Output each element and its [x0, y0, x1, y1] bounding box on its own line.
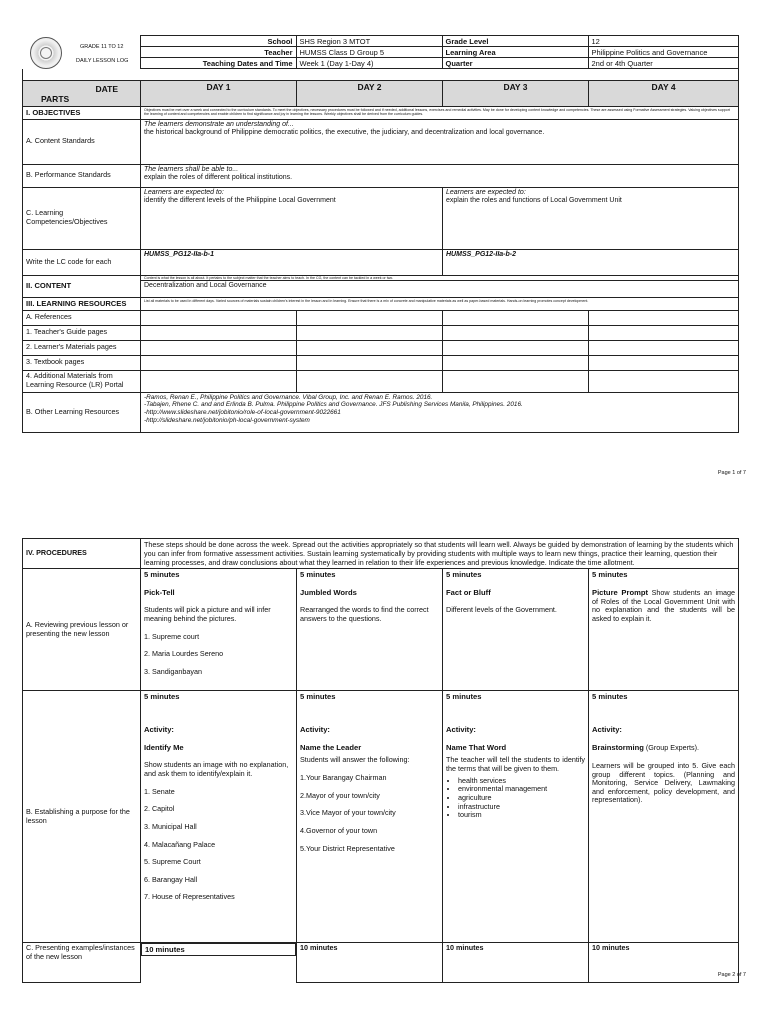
list-item: 1. Senate: [144, 786, 175, 796]
activity-title: Jumbled Words: [300, 588, 357, 598]
list-item: • agriculture: [458, 794, 585, 803]
time-allotment: 10 minutes: [589, 943, 739, 983]
activity-text: Different levels of the Government.: [446, 605, 557, 615]
time-allotment: 5 minutes: [592, 692, 628, 701]
teacher-label: Teacher: [140, 47, 296, 58]
lc-code-label: Write the LC code for each: [23, 249, 141, 275]
resources-note: List all materials to be used in different days. Varied sources of materials sustain children's interest in the lesson and in learning. Ensure that there is a mix of concrete and manipulative materials as well as paper-based materials. Hands-on learning promotes concept development.: [141, 297, 739, 310]
procedures-table: [22, 538, 739, 983]
list-item: 3.Vice Mayor of your town/city: [300, 808, 396, 818]
quarter-value: 2nd or 4th Quarter: [588, 58, 738, 69]
learning-area-value: Philippine Politics and Governance: [588, 47, 738, 58]
school-label: School: [140, 36, 296, 47]
terms-list: [446, 777, 585, 820]
page-1-number: Page 1 of 7: [717, 470, 746, 476]
activity-title: Fact or Bluff: [446, 588, 491, 598]
competencies-text-2: explain the roles and functions of Local Government Unit: [446, 196, 622, 204]
other-resource-item: -http://www.slideshare.net/jobitonio/role-of-local-government-9022661: [144, 408, 341, 416]
activity-text: Show students an image of Roles of the Local Government Unit with no explanation and the students will be asked to explain it.: [592, 588, 736, 624]
header-table: [22, 35, 739, 69]
page-1: [22, 35, 738, 433]
other-resource-item: -Tabajen, Rhene C. and and Erlinda B. Pulma. Philippine Politics and Governance. JFS Publishing Services Manila, Philippines. 2016.: [144, 401, 523, 409]
other-resource-item: -Ramos, Renan E., Philippine Politics and Governance. Vibal Group, Inc. and Renan E. Ramos. 2016.: [144, 393, 433, 401]
list-item: • environmental management: [458, 785, 585, 794]
school-value: SHS Region 3 MTOT: [296, 36, 442, 47]
quarter-label: Quarter: [442, 58, 588, 69]
day2-header: DAY 2: [297, 80, 443, 106]
teacher-value: HUMSS Class D Group 5: [296, 47, 442, 58]
time-allotment: 5 minutes: [300, 570, 336, 579]
activity-title: Identify Me: [144, 743, 184, 753]
content-standards-lead: The learners demonstrate an understanding of...: [144, 120, 294, 128]
activity-heading: Activity:: [446, 725, 476, 735]
time-allotment: 10 minutes: [443, 943, 589, 983]
teachers-guide-label: 1. Teacher's Guide pages: [23, 325, 141, 340]
competencies-lead-2: Learners are expected to:: [446, 188, 526, 196]
list-item: 2. Capitol: [144, 804, 175, 814]
list-item: • infrastructure: [458, 803, 585, 812]
lc-code-2: HUMSS_PG12-IIa-b-2: [443, 249, 739, 275]
procedures-label: IV. PROCEDURES: [23, 539, 141, 569]
competencies-label: C. Learning Competencies/Objectives: [23, 187, 141, 249]
list-item: 5. Supreme Court: [144, 857, 201, 867]
time-allotment: 5 minutes: [300, 692, 336, 701]
list-item: • tourism: [458, 811, 585, 820]
date-header: DATE: [95, 83, 118, 94]
activity-title: Pick-Tell: [144, 588, 175, 598]
page-2: [22, 538, 738, 983]
day1-header: DAY 1: [141, 80, 297, 106]
activity-heading: Activity:: [300, 725, 330, 735]
day4-header: DAY 4: [589, 80, 739, 106]
parts-header: PARTS: [41, 94, 70, 105]
list-item: 1.Your Barangay Chairman: [300, 772, 387, 782]
objectives-note: Objectives must be met over a week and connected to the curriculum standards. To meet the objectives, necessary procedures must be followed and if needed, additional lessons, exercises and remedial activities. May be done for developing content knowledge and competencies. These are assessed using Formative Assessment strategies. Valuing objectives support the learning of content and competencies and enable children to find significance and joy in learning the lessons. Weekly objectives shall be derived from the curriculum guides.: [141, 106, 739, 119]
activity-title: Name That Word: [446, 743, 507, 753]
activity-title: Brainstorming: [592, 743, 644, 753]
list-item: 4.Governor of your town: [300, 825, 378, 835]
list-item: 2.Mayor of your town/city: [300, 790, 380, 800]
performance-label: B. Performance Standards: [23, 164, 141, 187]
dates-label: Teaching Dates and Time: [140, 58, 296, 69]
procedures-note: These steps should be done across the week. Spread out the activities appropriately so that students will learn well. Always be guided by demonstration of learning by the students which you can infer from formative assessment activities. Sustain learning systematically by providing students with multiple ways to learn new things, practice their learning, question their learning processes, and draw conclusions about what they learned in relation to their life experiences and previous knowledge. Indicate the time allotment.: [141, 539, 739, 569]
lesson-log-table: [22, 69, 739, 433]
learners-materials-label: 2. Learner's Materials pages: [23, 340, 141, 355]
competencies-lead-1: Learners are expected to:: [144, 188, 224, 196]
other-resource-item: -http://slideshare.net/jobitonio/ph-local-government-system: [144, 416, 310, 424]
dates-value: Week 1 (Day 1-Day 4): [296, 58, 442, 69]
learning-area-label: Learning Area: [442, 47, 588, 58]
list-item: • health services: [458, 777, 585, 786]
grade-level-label: Grade Level: [442, 36, 588, 47]
time-allotment: 5 minutes: [144, 692, 180, 701]
activity-title-suffix: (Group Experts).: [645, 743, 700, 753]
activity-text: The teacher will tell the students to identify the terms that will be given to them.: [446, 755, 585, 773]
activity-text: Students will answer the following:: [300, 755, 410, 765]
proc-b-label: B. Establishing a purpose for the lesson: [23, 691, 141, 943]
time-allotment: 5 minutes: [446, 570, 482, 579]
activity-heading: Activity:: [592, 725, 622, 735]
other-resources-label: B. Other Learning Resources: [23, 392, 141, 432]
references-label: A. References: [23, 310, 141, 325]
time-allotment: 10 minutes: [141, 943, 296, 956]
resources-label: III. LEARNING RESOURCES: [23, 297, 141, 310]
content-note: Content is what the lesson is all about. It pertains to the subject matter that the teacher aims to teach. In the CG, the content can be tackled in a week or two.: [141, 276, 738, 281]
proc-a-label: A. Reviewing previous lesson or presenting the new lesson: [23, 569, 141, 691]
activity-text: Show students an image with no explanation, and ask them to identify/explain it.: [144, 760, 289, 778]
list-item: 1. Supreme court: [144, 631, 200, 641]
textbook-pages-label: 3. Textbook pages: [23, 355, 141, 370]
lc-code-1: HUMSS_PG12-IIa-b-1: [141, 249, 443, 275]
competencies-text-1: identify the different levels of the Philippine Local Government: [144, 196, 336, 204]
activity-title: Name the Leader: [300, 743, 362, 753]
time-allotment: 5 minutes: [144, 570, 180, 579]
content-label: II. CONTENT: [23, 275, 141, 297]
list-item: 6. Barangay Hall: [144, 874, 198, 884]
objectives-label: I. OBJECTIVES: [23, 106, 141, 119]
activity-text: Learners will be grouped into 5. Give each group different topics. (Planning and Monitoring, Service Delivery, Lawmaking and enforcement, policy development, and representation).: [592, 760, 736, 805]
time-allotment: 5 minutes: [446, 692, 482, 701]
content-text: Decentralization and Local Governance: [144, 281, 267, 289]
log-line: DAILY LESSON LOG: [76, 58, 129, 64]
list-item: 3. Municipal Hall: [144, 821, 197, 831]
proc-c-label: C. Presenting examples/instances of the new lesson: [23, 943, 141, 983]
grade-line: GRADE 11 TO 12: [80, 44, 124, 50]
activity-text: Rearranged the words to find the correct answers to the questions.: [300, 605, 429, 623]
performance-text: explain the roles of different political institutions.: [144, 173, 293, 181]
time-allotment: 5 minutes: [592, 570, 628, 579]
performance-lead: The learners shall be able to...: [144, 165, 239, 173]
activity-text: Students will pick a picture and will infer meaning behind the pictures.: [144, 605, 271, 623]
time-allotment: 10 minutes: [297, 943, 443, 983]
page-2-number: Page 2 of 7: [717, 972, 746, 978]
list-item: 4. Malacañang Palace: [144, 839, 216, 849]
activity-title: Picture Prompt: [592, 588, 649, 598]
list-item: 3. Sandiganbayan: [144, 666, 202, 676]
additional-materials-label: 4. Additional Materials from Learning Resource (LR) Portal: [23, 370, 141, 392]
content-standards-label: A. Content Standards: [23, 119, 141, 164]
day3-header: DAY 3: [443, 80, 589, 106]
grade-level-value: 12: [588, 36, 738, 47]
activity-heading: Activity:: [144, 725, 174, 735]
list-item: 7. House of Representatives: [144, 892, 235, 902]
content-standards-text: the historical background of Philippine democratic politics, the executive, the judiciary, and decentralization and local governance.: [144, 128, 545, 136]
list-item: 2. Maria Lourdes Sereno: [144, 649, 224, 659]
list-item: 5.Your District Representative: [300, 843, 395, 853]
